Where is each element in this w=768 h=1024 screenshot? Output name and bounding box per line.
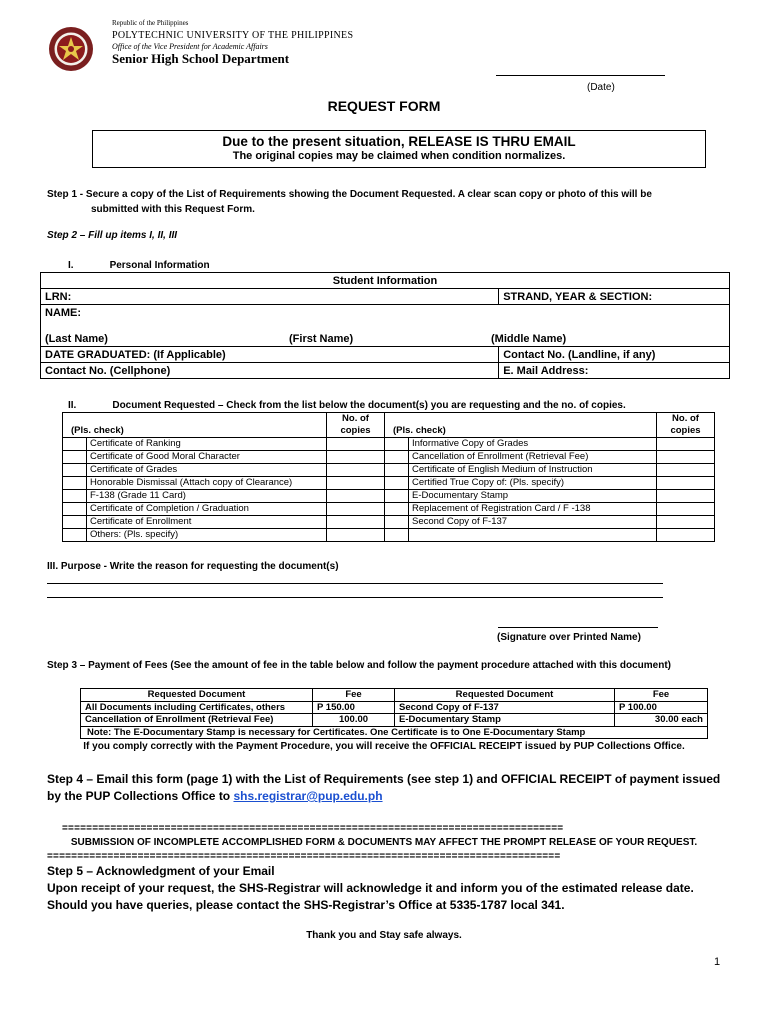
table-row — [63, 477, 715, 490]
last-name-label: (Last Name) — [45, 333, 108, 345]
doc-name: Others: (Pls. specify) — [87, 529, 327, 542]
doc-name: Certificate of Good Moral Character — [87, 451, 327, 464]
doc-name: E-Documentary Stamp — [409, 490, 657, 503]
copies-input[interactable] — [657, 464, 715, 477]
section1-label: Personal Information — [109, 260, 210, 271]
checkbox[interactable] — [63, 451, 87, 464]
landline-field[interactable]: Contact No. (Landline, if any) — [499, 347, 730, 363]
fee-doc: Second Copy of F-137 — [395, 701, 615, 714]
copies-input[interactable] — [327, 529, 385, 542]
email-field[interactable]: E. Mail Address: — [499, 363, 730, 379]
checkbox[interactable] — [385, 438, 409, 451]
copies-input[interactable] — [327, 503, 385, 516]
fee-doc-header-left: Requested Document — [81, 689, 313, 702]
doc-name: Honorable Dismissal (Attach copy of Clearance) — [87, 477, 327, 490]
signature-label: (Signature over Printed Name) — [497, 632, 641, 643]
documents-table — [62, 412, 715, 542]
step2-instructions: Step 2 – Fill up items I, II, III — [47, 230, 178, 241]
step5-title: Step 5 – Acknowledgment of your Email — [47, 864, 275, 878]
section1-number: I. — [68, 260, 74, 271]
fee-doc: E-Documentary Stamp — [395, 714, 615, 727]
table-row — [81, 714, 708, 727]
date-field-line[interactable] — [496, 66, 665, 76]
section2-number: II. — [68, 400, 77, 411]
page-number: 1 — [714, 956, 721, 968]
checkbox[interactable] — [385, 464, 409, 477]
table-row — [63, 490, 715, 503]
doc-name — [409, 529, 657, 542]
doc-name: Replacement of Registration Card / F -138 — [409, 503, 657, 516]
step5-line2: Should you have queries, please contact the SHS-Registrar’s Office at 5335-1787 local 341. — [47, 898, 565, 912]
step3-instructions: Step 3 – Payment of Fees (See the amount of fee in the table below and follow the payment procedure attached with this document) — [47, 660, 671, 671]
release-notice-box — [92, 130, 706, 168]
payment-procedure-note: If you comply correctly with the Payment Procedure, you will receive the OFFICIAL RECEIPT issued by PUP Collections Office. — [83, 741, 685, 752]
copies-input[interactable] — [657, 477, 715, 490]
purpose-line-2[interactable] — [47, 597, 663, 598]
copies-input[interactable] — [657, 451, 715, 464]
checkbox[interactable] — [63, 490, 87, 503]
page-title: REQUEST FORM — [327, 98, 441, 114]
cellphone-field[interactable]: Contact No. (Cellphone) — [41, 363, 499, 379]
doc-name: Cancellation of Enrollment (Retrieval Fee) — [409, 451, 657, 464]
thanks-message: Thank you and Stay safe always. — [306, 930, 462, 941]
header-republic: Republic of the Philippines — [112, 19, 189, 27]
student-info-table — [40, 272, 730, 379]
doc-name: Certified True Copy of: (Pls. specify) — [409, 477, 657, 490]
fee-header-left: Fee — [313, 689, 395, 702]
doc-name: Informative Copy of Grades — [409, 438, 657, 451]
right-copies-header — [657, 413, 715, 438]
section2-label: Document Requested – Check from the list below the document(s) you are requesting and the no. of copies. — [112, 400, 626, 411]
table-row — [63, 516, 715, 529]
checkbox[interactable] — [385, 451, 409, 464]
student-info-heading: Student Information — [41, 273, 730, 289]
date-label: (Date) — [587, 82, 615, 93]
section1-heading — [68, 260, 210, 271]
table-row — [63, 464, 715, 477]
notice-line1: Due to the present situation, RELEASE IS THRU EMAIL — [222, 134, 576, 149]
table-row — [63, 529, 715, 542]
fee-doc: Cancellation of Enrollment (Retrieval Fee) — [81, 714, 313, 727]
doc-name: F-138 (Grade 11 Card) — [87, 490, 327, 503]
checkbox[interactable] — [385, 477, 409, 490]
copies-input[interactable] — [327, 516, 385, 529]
table-row — [63, 451, 715, 464]
purpose-heading: III. Purpose - Write the reason for requesting the document(s) — [47, 561, 339, 572]
fee-amount: 100.00 — [313, 714, 395, 727]
fee-note-row: Note: The E-Documentary Stamp is necessary for Certificates. One Certificate is to One E-Documentary Stamp — [81, 726, 708, 739]
lrn-field[interactable]: LRN: — [41, 289, 499, 305]
left-copies-header-line1: No. of — [342, 413, 369, 424]
fee-amount: P 150.00 — [313, 701, 395, 714]
fee-doc: All Documents including Certificates, others — [81, 701, 313, 714]
pup-seal-logo — [48, 26, 94, 72]
separator-bottom: ===================================================================================== — [47, 851, 561, 862]
doc-name: Certificate of English Medium of Instruction — [409, 464, 657, 477]
copies-input[interactable] — [657, 438, 715, 451]
right-copies-header-line1: No. of — [672, 413, 699, 424]
step1-instructions — [47, 187, 723, 217]
copies-input[interactable] — [327, 477, 385, 490]
name-field[interactable]: NAME: — [41, 305, 730, 321]
fee-header-right: Fee — [615, 689, 708, 702]
fee-doc-header-right: Requested Document — [395, 689, 615, 702]
left-copies-header — [327, 413, 385, 438]
fee-amount: P 100.00 — [615, 701, 708, 714]
date-graduated-field[interactable]: DATE GRADUATED: (If Applicable) — [41, 347, 499, 363]
checkbox[interactable] — [385, 529, 409, 542]
step4-instructions — [47, 771, 727, 805]
purpose-line-1[interactable] — [47, 583, 663, 584]
left-check-header: (Pls. check) — [63, 413, 327, 438]
step5-line1: Upon receipt of your request, the SHS-Registrar will acknowledge it and inform you of the estimated release date. — [47, 881, 694, 895]
copies-input[interactable] — [657, 503, 715, 516]
header-office: Office of the Vice President for Academic Affairs — [112, 42, 268, 51]
name-subfields — [41, 321, 730, 347]
checkbox[interactable] — [385, 490, 409, 503]
right-copies-header-line2: copies — [670, 425, 701, 436]
table-row — [81, 701, 708, 714]
step1-line2: submitted with this Request Form. — [91, 204, 255, 215]
table-row — [63, 438, 715, 451]
checkbox[interactable] — [63, 529, 87, 542]
fee-amount: 30.00 each — [615, 714, 708, 727]
step5-instructions — [47, 863, 723, 914]
header-department: Senior High School Department — [112, 51, 290, 66]
checkbox[interactable] — [385, 516, 409, 529]
left-copies-header-line2: copies — [340, 425, 371, 436]
copies-input[interactable] — [657, 529, 715, 542]
copies-input[interactable] — [657, 516, 715, 529]
header-university: POLYTECHNIC UNIVERSITY OF THE PHILIPPINES — [112, 30, 354, 41]
copies-input[interactable] — [327, 438, 385, 451]
incomplete-warning: SUBMISSION OF INCOMPLETE ACCOMPLISHED FORM & DOCUMENTS MAY AFFECT THE PROMPT RELEASE OF YOUR REQUEST. — [70, 837, 698, 848]
checkbox[interactable] — [63, 516, 87, 529]
copies-input[interactable] — [327, 490, 385, 503]
middle-name-label: (Middle Name) — [491, 333, 567, 345]
checkbox[interactable] — [63, 503, 87, 516]
fees-table — [80, 688, 708, 739]
registrar-email-link[interactable]: shs.registrar@pup.edu.ph — [233, 789, 383, 803]
step4-text: Step 4 – Email this form (page 1) with the List of Requirements (see step 1) and OFFICIAL RECEIPT of payment issued by the PUP Collections Office to — [47, 772, 721, 803]
first-name-label: (First Name) — [289, 333, 354, 345]
doc-name: Certificate of Grades — [87, 464, 327, 477]
section2-heading — [68, 400, 626, 411]
checkbox[interactable] — [385, 503, 409, 516]
checkbox[interactable] — [63, 477, 87, 490]
signature-line[interactable] — [498, 627, 658, 628]
doc-name: Certificate of Ranking — [87, 438, 327, 451]
checkbox[interactable] — [63, 464, 87, 477]
copies-input[interactable] — [327, 464, 385, 477]
notice-line2: The original copies may be claimed when condition normalizes. — [232, 150, 566, 162]
copies-input[interactable] — [657, 490, 715, 503]
right-check-header: (Pls. check) — [385, 413, 657, 438]
strand-field[interactable]: STRAND, YEAR & SECTION: — [499, 289, 730, 305]
doc-name: Certificate of Completion / Graduation — [87, 503, 327, 516]
doc-name: Second Copy of F-137 — [409, 516, 657, 529]
doc-name: Certificate of Enrollment — [87, 516, 327, 529]
table-row — [63, 503, 715, 516]
step1-line1: Step 1 - Secure a copy of the List of Requirements showing the Document Requested. A clear scan copy or photo of this will be — [47, 189, 652, 200]
separator-top: =================================================================================== — [62, 823, 564, 834]
checkbox[interactable] — [63, 438, 87, 451]
copies-input[interactable] — [327, 451, 385, 464]
